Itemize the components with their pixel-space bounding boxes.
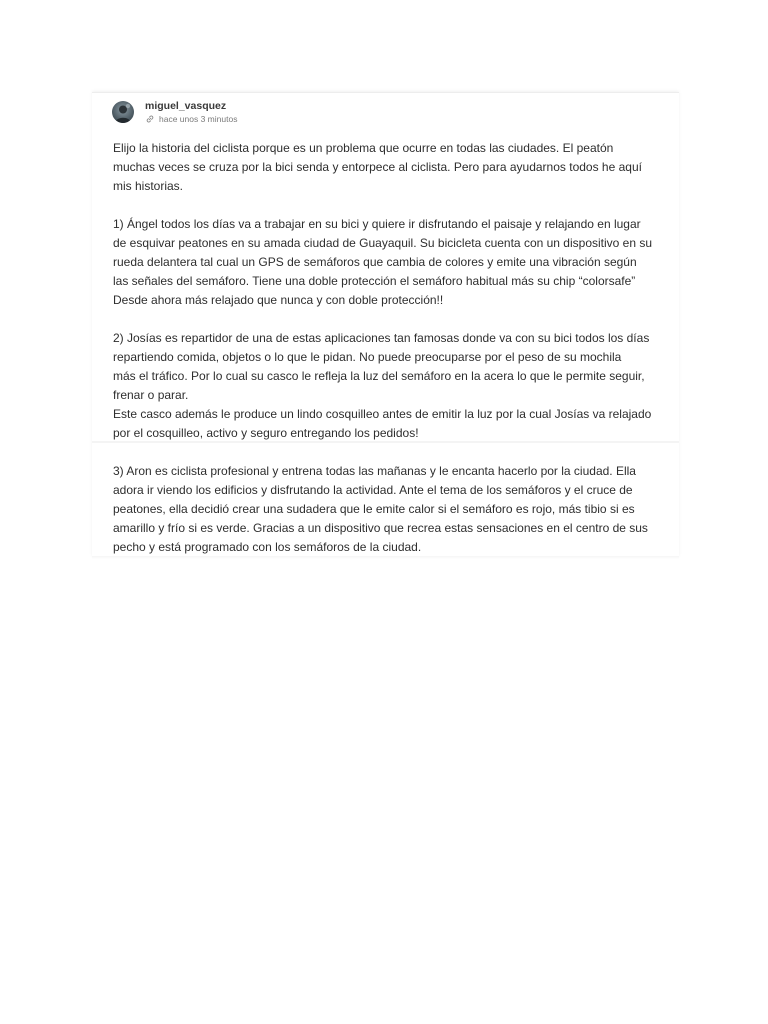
text-line: muchas veces se cruza por la bici senda y entorpece al ciclista. Pero para ayudarnos todos he aquí bbox=[113, 160, 642, 174]
paragraph-intro bbox=[113, 139, 663, 196]
avatar[interactable] bbox=[112, 101, 134, 123]
section-divider bbox=[92, 441, 679, 443]
text-line: 2) Josías es repartidor de una de estas aplicaciones tan famosas donde va con su bici todos los días bbox=[113, 331, 650, 345]
timestamp[interactable]: hace unos 3 minutos bbox=[159, 114, 238, 124]
post-header bbox=[112, 97, 237, 127]
paragraph-story-1 bbox=[113, 215, 663, 310]
paragraph-story-3 bbox=[113, 462, 663, 557]
text-line: las señales del semáforo. Tiene una doble protección el semáforo habitual más su chip “colorsafe” bbox=[113, 274, 636, 288]
text-line: Elijo la historia del ciclista porque es un problema que ocurre en todas las ciudades. El peatón bbox=[113, 141, 614, 155]
text-line: Este casco además le produce un lindo cosquilleo antes de emitir la luz por la cual Josías va relajado bbox=[113, 407, 652, 421]
text-line: Desde ahora más relajado que nunca y con doble protección!! bbox=[113, 293, 444, 307]
post-body bbox=[113, 139, 663, 576]
text-line: pecho y está programado con los semáforos de la ciudad. bbox=[113, 540, 422, 554]
avatar-photo-icon bbox=[112, 101, 134, 123]
text-line: 3) Aron es ciclista profesional y entrena todas las mañanas y le encanta hacerlo por la ciudad. Ella bbox=[113, 464, 636, 478]
text-line: repartiendo comida, objetos o lo que le pidan. No puede preocuparse por el peso de su mochila bbox=[113, 350, 622, 364]
text-line: mis historias. bbox=[113, 179, 184, 193]
paragraph-story-2 bbox=[113, 329, 663, 443]
link-icon bbox=[145, 114, 155, 124]
text-line: más el tráfico. Por lo cual su casco le refleja la luz del semáforo en la acera lo que le permite seguir, bbox=[113, 369, 645, 383]
timestamp-row bbox=[145, 114, 237, 124]
text-line: frenar o parar. bbox=[113, 388, 189, 402]
text-line: rueda delantera tal cual un GPS de semáforos que cambia de colores y emite una vibración según bbox=[113, 255, 637, 269]
text-line: 1) Ángel todos los días va a trabajar en su bici y quiere ir disfrutando el paisaje y relajando en lugar bbox=[113, 217, 641, 231]
text-line: amarillo y frío si es verde. Gracias a un dispositivo que recrea estas sensaciones en el centro de sus bbox=[113, 521, 648, 535]
text-line: adora ir viendo los edificios y disfrutando la actividad. Ante el tema de los semáforos y el cruce de bbox=[113, 483, 633, 497]
text-line: de esquivar peatones en su amada ciudad de Guayaquil. Su bicicleta cuenta con un dispositivo en su bbox=[113, 236, 653, 250]
text-line: peatones, ella decidió crear una sudadera que le emite calor si el semáforo es rojo, más tibio si es bbox=[113, 502, 635, 516]
post-card bbox=[92, 92, 679, 557]
text-line: por el cosquilleo, activo y seguro entregando los pedidos! bbox=[113, 426, 419, 440]
post-meta bbox=[145, 100, 237, 124]
username[interactable]: miguel_vasquez bbox=[145, 100, 227, 112]
